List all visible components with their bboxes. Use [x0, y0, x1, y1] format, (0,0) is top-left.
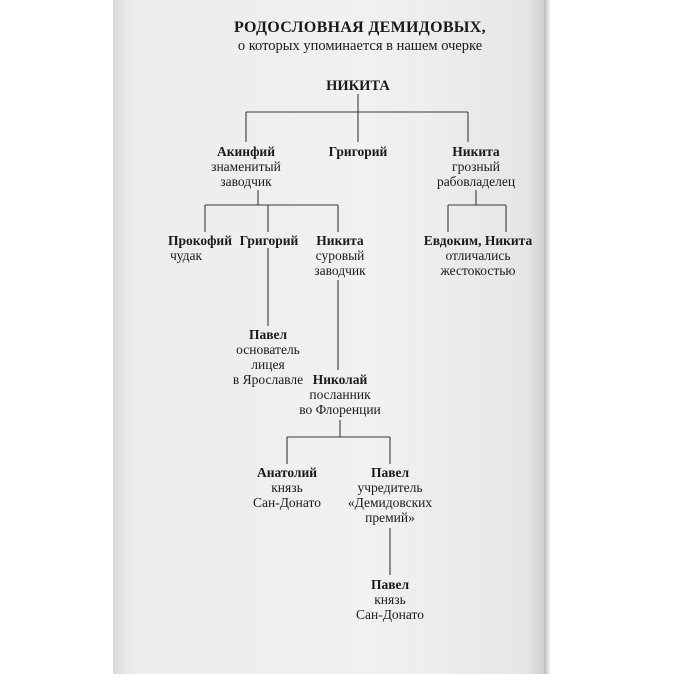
page-title: РОДОСЛОВНАЯ ДЕМИДОВЫХ, [234, 19, 486, 36]
node-name: Павел [370, 577, 410, 592]
page-subtitle: о которых упоминается в нашем очерке [237, 38, 483, 54]
node-desc: основатель [236, 342, 300, 357]
node-nikita-root: НИКИТА [326, 78, 390, 94]
node-desc: «Демидовских [347, 495, 433, 510]
node-name: Прокофий [167, 233, 232, 248]
node-desc: в Ярославле [232, 372, 304, 387]
node-grigoriy-gen3: Григорий [239, 233, 299, 248]
node-desc: лицея [251, 357, 285, 372]
node-name: Никита [316, 233, 364, 248]
node-desc: во Флоренции [299, 402, 381, 417]
node-name: Павел [248, 327, 288, 342]
node-desc: премий» [365, 510, 415, 525]
node-desc: суровый [315, 248, 365, 263]
node-desc: Сан-Донато [252, 495, 321, 510]
node-name: Николай [312, 372, 368, 387]
node-desc: жестокостью [440, 263, 516, 278]
node-desc: Сан-Донато [355, 607, 424, 622]
node-name: Акинфий [217, 144, 275, 159]
node-desc: заводчик [314, 263, 366, 278]
node-desc: чудак [169, 248, 203, 263]
node-desc: учредитель [357, 480, 423, 495]
node-name: Анатолий [256, 465, 318, 480]
node-desc: знаменитый [211, 159, 281, 174]
node-desc: грозный [452, 159, 500, 174]
node-desc: рабовладелец [436, 174, 516, 189]
node-name: Никита [452, 144, 500, 159]
node-desc: князь [271, 480, 303, 495]
node-desc: князь [374, 592, 406, 607]
node-desc: заводчик [220, 174, 272, 189]
node-grigoriy-gen2: Григорий [328, 144, 388, 159]
node-name: Евдоким, Никита [423, 233, 533, 248]
node-desc: посланник [309, 387, 371, 402]
node-name: Павел [370, 465, 410, 480]
node-desc: отличались [445, 248, 511, 263]
